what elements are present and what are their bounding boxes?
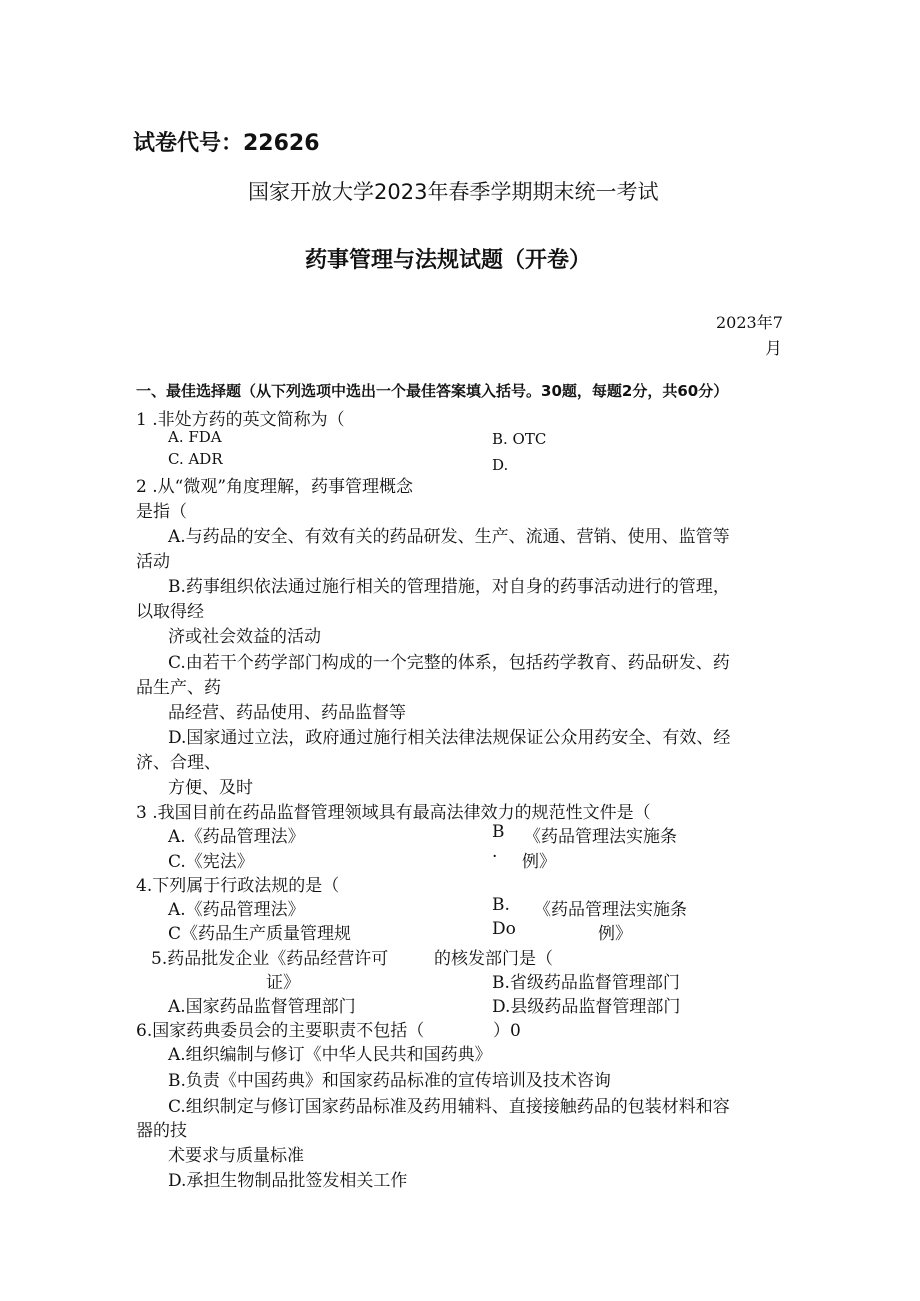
q4-option-b: 《药品管理法实施条	[534, 900, 687, 920]
q2-option-b-line1: B.药事组织依法通过施行相关的管理措施，对自身的药事活动进行的管理，	[168, 577, 730, 597]
q4-option-c: C《药品生产质量管理规	[168, 924, 352, 944]
q2-option-b-line2: 以取得经	[136, 602, 204, 622]
q2-option-b-line3: 济或社会效益的活动	[168, 627, 321, 647]
q5-stem-part2: 的核发部门是（	[434, 949, 553, 969]
q3-option-a: A.《药品管理法》	[168, 827, 305, 847]
q2-stem-line1: 2 .从“微观”角度理解，药事管理概念	[136, 477, 414, 497]
q3-option-b-letter: B	[492, 822, 505, 842]
q3-stem: 3 .我国目前在药品监督管理领域具有最高法律效力的规范性文件是（	[136, 803, 651, 823]
q5-stem-cont: 证》	[266, 973, 300, 993]
q2-stem-line2: 是指（	[136, 502, 187, 522]
section-heading: 一、最佳选择题（从下列选项中选出一个最佳答案填入括号。30题，每题2分，共60分）	[136, 382, 729, 400]
q6-stem-end: ）0	[493, 1021, 521, 1041]
q6-option-b: B.负责《中国药典》和国家药品标准的宣传培训及技术咨询	[168, 1071, 611, 1091]
q1-option-c: C. ADR	[168, 450, 223, 468]
q1-option-b: B. OTC	[492, 430, 547, 448]
q1-stem: 1 .非处方药的英文简称为（	[136, 410, 345, 430]
q4-stem: 4.下列属于行政法规的是（	[136, 876, 340, 896]
q6-option-d: D.承担生物制品批签发相关工作	[168, 1171, 408, 1191]
exam-university: 国家开放大学2023年春季学期期末统一考试	[248, 180, 659, 204]
q3-option-b-cont: 例》	[522, 852, 556, 872]
exam-title: 药事管理与法规试题（开卷）	[305, 248, 592, 273]
q2-option-a-line1: A.与药品的安全、有效有关的药品研发、生产、流通、营销、使用、监管等	[168, 527, 730, 547]
q2-option-d-line3: 方便、及时	[168, 778, 253, 798]
q3-dot: ·	[492, 847, 498, 867]
q6-option-a: A.组织编制与修订《中华人民共和国药典》	[168, 1045, 492, 1065]
q6-option-c-line1: C.组织制定与修订国家药品标准及药用辅料、直接接触药品的包装材料和容	[168, 1097, 730, 1117]
q2-option-d-line2: 济、合理、	[136, 753, 221, 773]
exam-date-year: 2023年7	[716, 313, 783, 332]
q4-option-b-letter: B.	[492, 895, 510, 915]
q6-option-c-line3: 术要求与质量标准	[168, 1146, 304, 1166]
q5-option-b: B.省级药品监督管理部门	[492, 973, 680, 993]
exam-date-month: 月	[765, 339, 782, 359]
q3-option-b: 《药品管理法实施条	[524, 827, 677, 847]
q1-option-d: D.	[492, 456, 509, 474]
exam-code: 试卷代号：22626	[133, 131, 320, 156]
q6-stem: 6.国家药典委员会的主要职责不包括（	[136, 1021, 425, 1041]
q2-option-c-line3: 品经营、药品使用、药品监督等	[168, 703, 406, 723]
q4-option-a: A.《药品管理法》	[168, 900, 305, 920]
q5-option-a: A.国家药品监督管理部门	[168, 997, 356, 1017]
q4-option-d-letter: Do	[492, 919, 516, 939]
q4-option-b-cont: 例》	[598, 924, 632, 944]
q5-option-d: D.县级药品监督管理部门	[492, 997, 681, 1017]
q2-option-a-line2: 活动	[136, 552, 170, 572]
q5-stem-part1: 5.药品批发企业《药品经营许可	[151, 949, 389, 969]
q6-option-c-line2: 器的技	[136, 1121, 187, 1141]
q2-option-c-line2: 品生产、药	[136, 678, 221, 698]
q2-option-c-line1: C.由若干个药学部门构成的一个完整的体系，包括药学教育、药品研发、药	[168, 653, 730, 673]
q3-option-c: C.《宪法》	[168, 852, 254, 872]
q2-option-d-line1: D.国家通过立法，政府通过施行相关法律法规保证公众用药安全、有效、经	[168, 728, 731, 748]
q1-option-a: A. FDA	[168, 428, 222, 446]
